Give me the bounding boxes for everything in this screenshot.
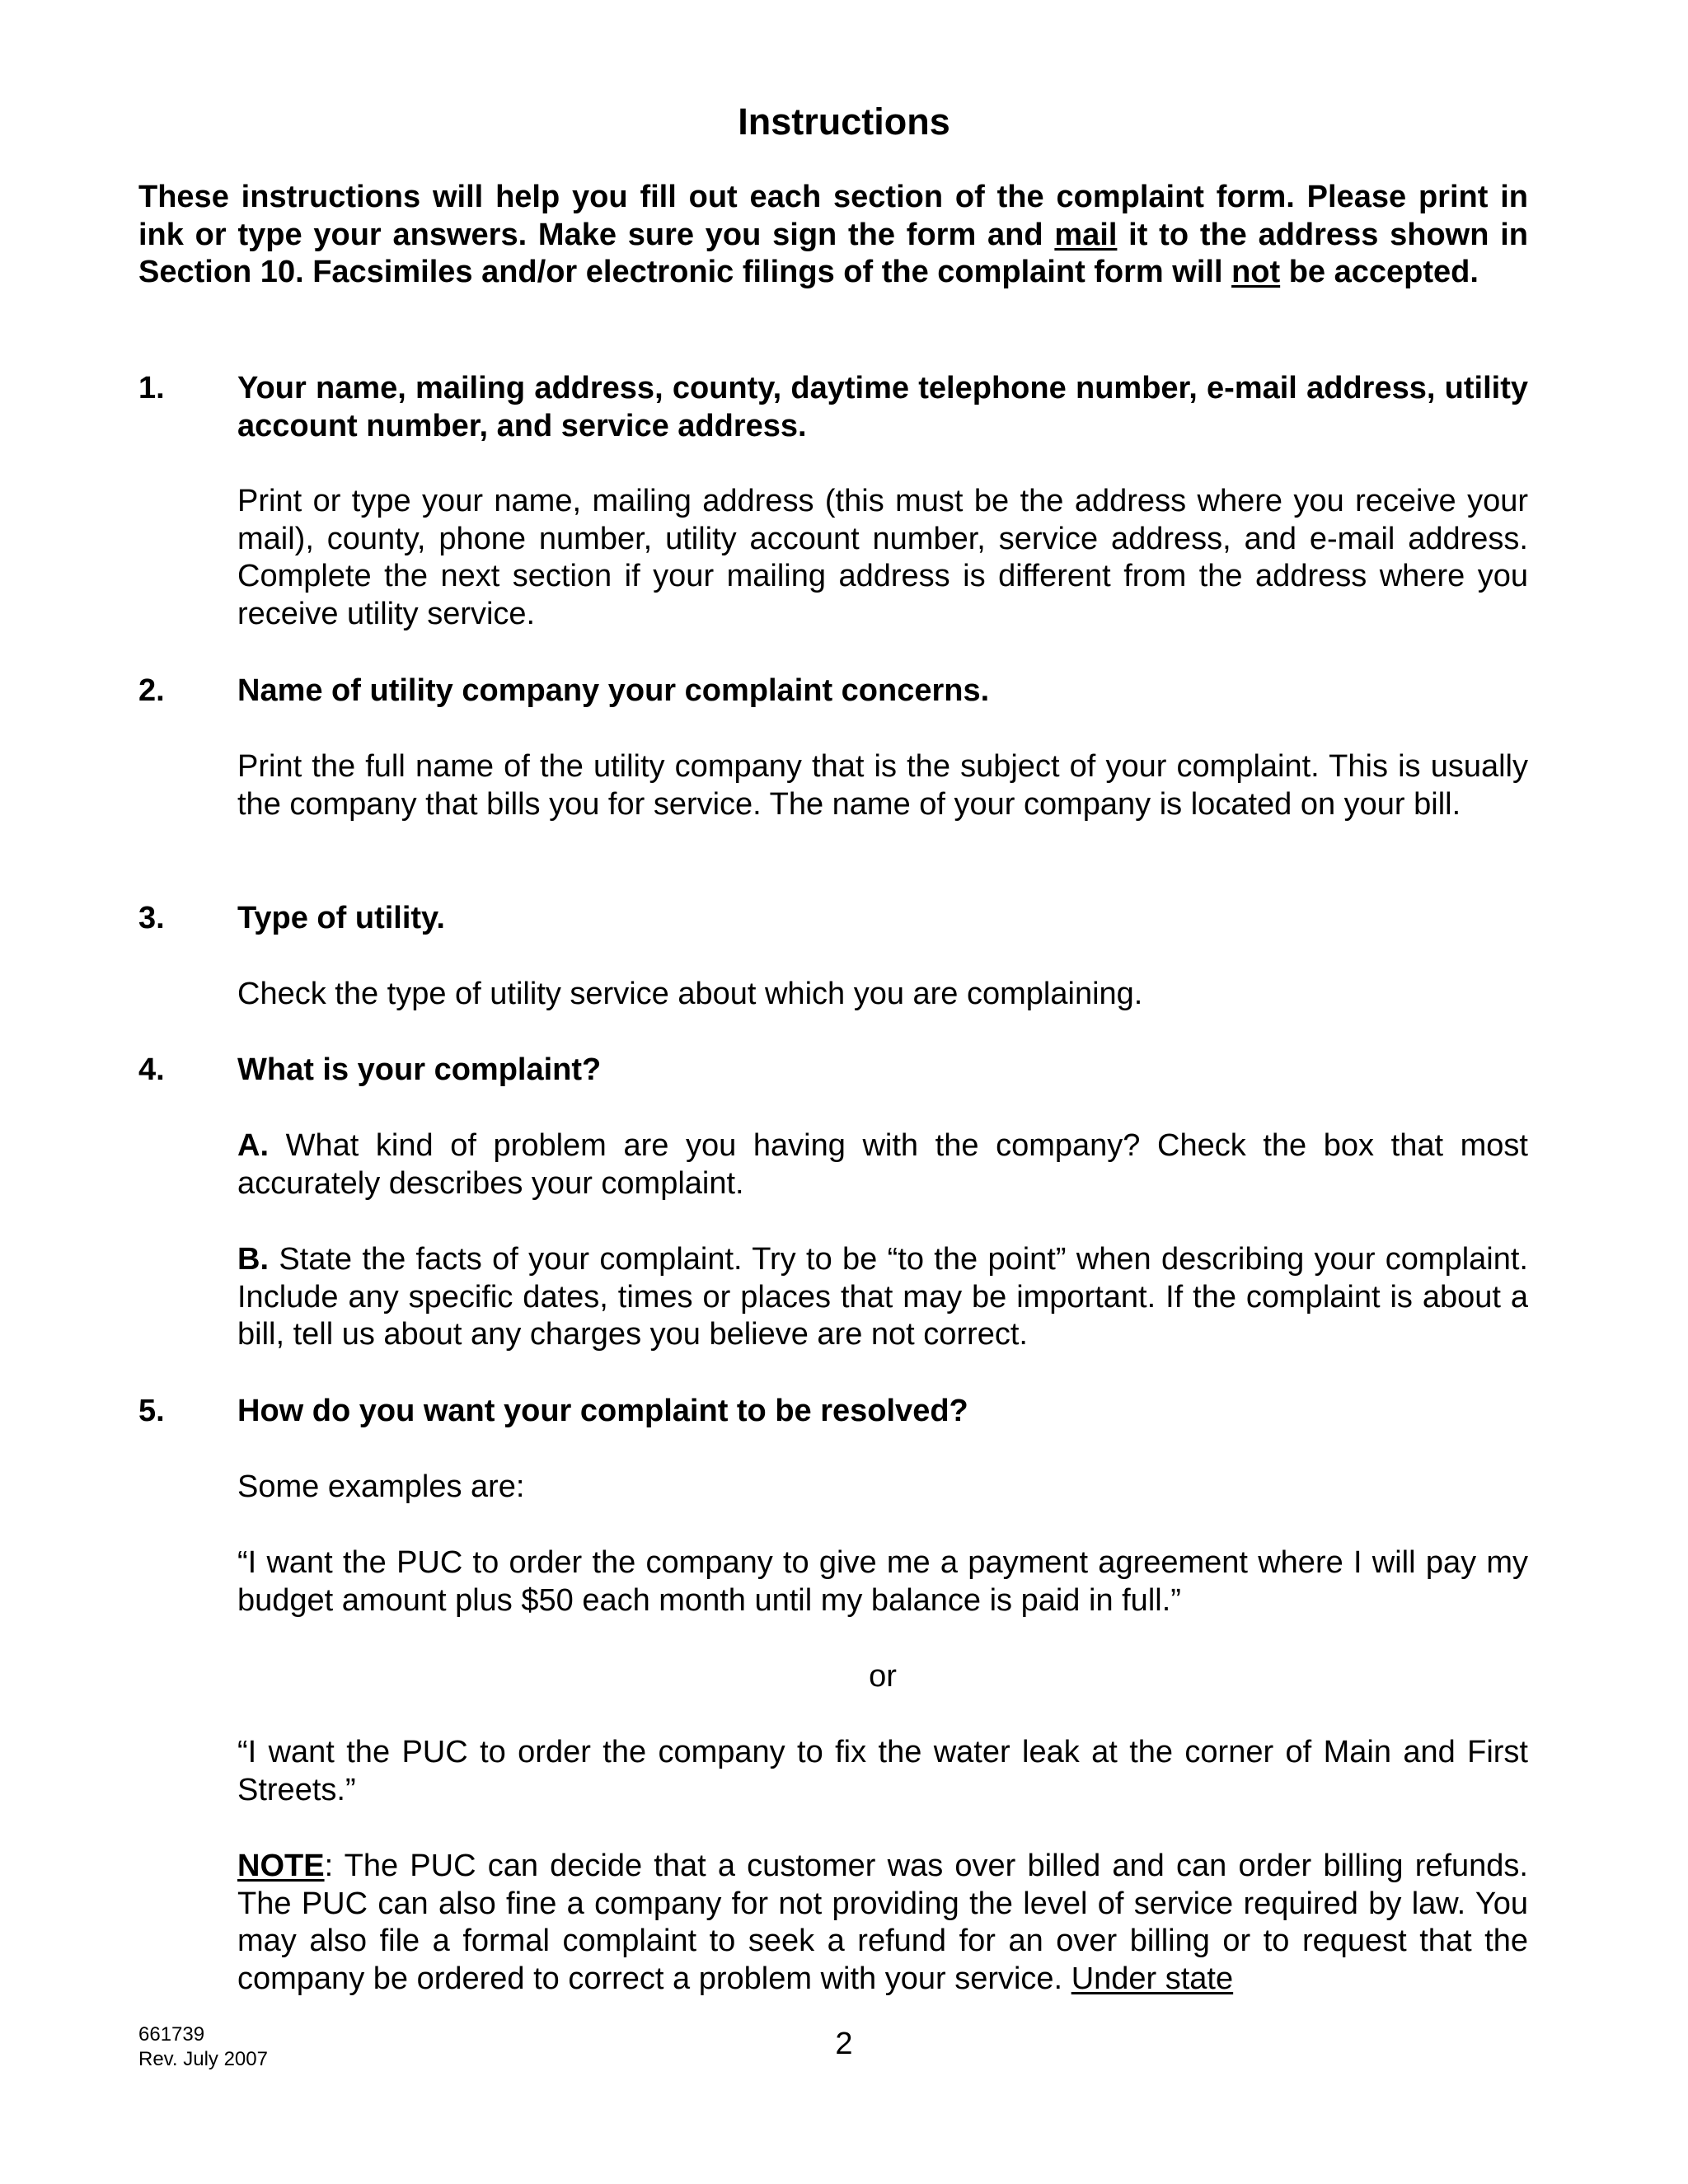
section-2-number: 2. bbox=[138, 673, 165, 708]
page-title: Instructions bbox=[738, 101, 950, 143]
section-4-a-text: What kind of problem are you having with the company? Check the box that most accurately describes your complaint. bbox=[237, 1128, 1528, 1201]
section-4-part-a bbox=[237, 1127, 1528, 1202]
page-number: 2 bbox=[835, 2027, 853, 2061]
section-5-heading: How do you want your complaint to be resolved? bbox=[237, 1394, 968, 1428]
section-4-b-text: State the facts of your complaint. Try to be “to the point” when describing your complaint. Include any specific dates, times or places that may be important. If the complaint is about a bill, tell us about any charges you believe are not correct. bbox=[237, 1242, 1528, 1352]
section-5-example-2: “I want the PUC to order the company to fix the water leak at the corner of Main and First Streets.” bbox=[237, 1735, 1528, 1807]
section-5-or: or bbox=[869, 1659, 897, 1694]
section-5-note bbox=[237, 1848, 1528, 1998]
note-underlined-text: Under state bbox=[1071, 1961, 1234, 1996]
section-3-body: Check the type of utility service about which you are complaining. bbox=[237, 977, 1143, 1011]
note-label: NOTE bbox=[237, 1849, 325, 1883]
section-4-b-label: B. bbox=[237, 1242, 269, 1277]
note-text: : The PUC can decide that a customer was over billed and can order billing refunds. The PUC can also fine a company for not providing the level of service required by law. You may also file a formal complaint to seek a refund for an over billing or to request that the company be ordered to correct a problem with your service. bbox=[237, 1849, 1528, 1996]
intro-paragraph bbox=[138, 179, 1528, 292]
section-1-number: 1. bbox=[138, 371, 165, 405]
intro-mail-underlined: mail bbox=[1054, 217, 1118, 252]
section-5-example-1: “I want the PUC to order the company to give me a payment agreement where I will pay my budget amount plus $50 each month until my balance is paid in full.” bbox=[237, 1545, 1528, 1618]
section-1-body: Print or type your name, mailing address (this must be the address where you receive your mail), county, phone number, utility account number, service address, and e-mail address. Complete the next section if your mailing address is different from the address where you receive utility service. bbox=[237, 484, 1528, 631]
intro-text-1: These instructions will help you fill out each section of the complaint form. Please print in ink or type your answers. Make sure you sign the form and bbox=[138, 180, 1528, 252]
section-4-a-label: A. bbox=[237, 1128, 269, 1163]
intro-text-2: it to the address shown in Section 10. Facsimiles and/or electronic filings of the complaint form will bbox=[138, 217, 1528, 289]
footer-form-code: 661739 bbox=[138, 2023, 205, 2046]
intro-not-underlined: not bbox=[1231, 255, 1281, 289]
section-2-heading: Name of utility company your complaint concerns. bbox=[237, 673, 990, 708]
footer-revision: Rev. July 2007 bbox=[138, 2048, 268, 2070]
section-4-number: 4. bbox=[138, 1052, 165, 1087]
section-3-heading: Type of utility. bbox=[237, 901, 445, 935]
section-1-heading: Your name, mailing address, county, daytime telephone number, e-mail address, utility account number, and service address. bbox=[237, 371, 1528, 443]
section-5-examples-intro: Some examples are: bbox=[237, 1469, 525, 1504]
section-5-number: 5. bbox=[138, 1394, 165, 1428]
section-4-heading: What is your complaint? bbox=[237, 1052, 602, 1087]
section-2-body: Print the full name of the utility company that is the subject of your complaint. This is usually the company that bills you for service. The name of your company is located on your bill. bbox=[237, 749, 1528, 822]
intro-text-3: be accepted. bbox=[1280, 255, 1479, 289]
section-3-number: 3. bbox=[138, 901, 165, 935]
section-4-part-b bbox=[237, 1241, 1528, 1354]
